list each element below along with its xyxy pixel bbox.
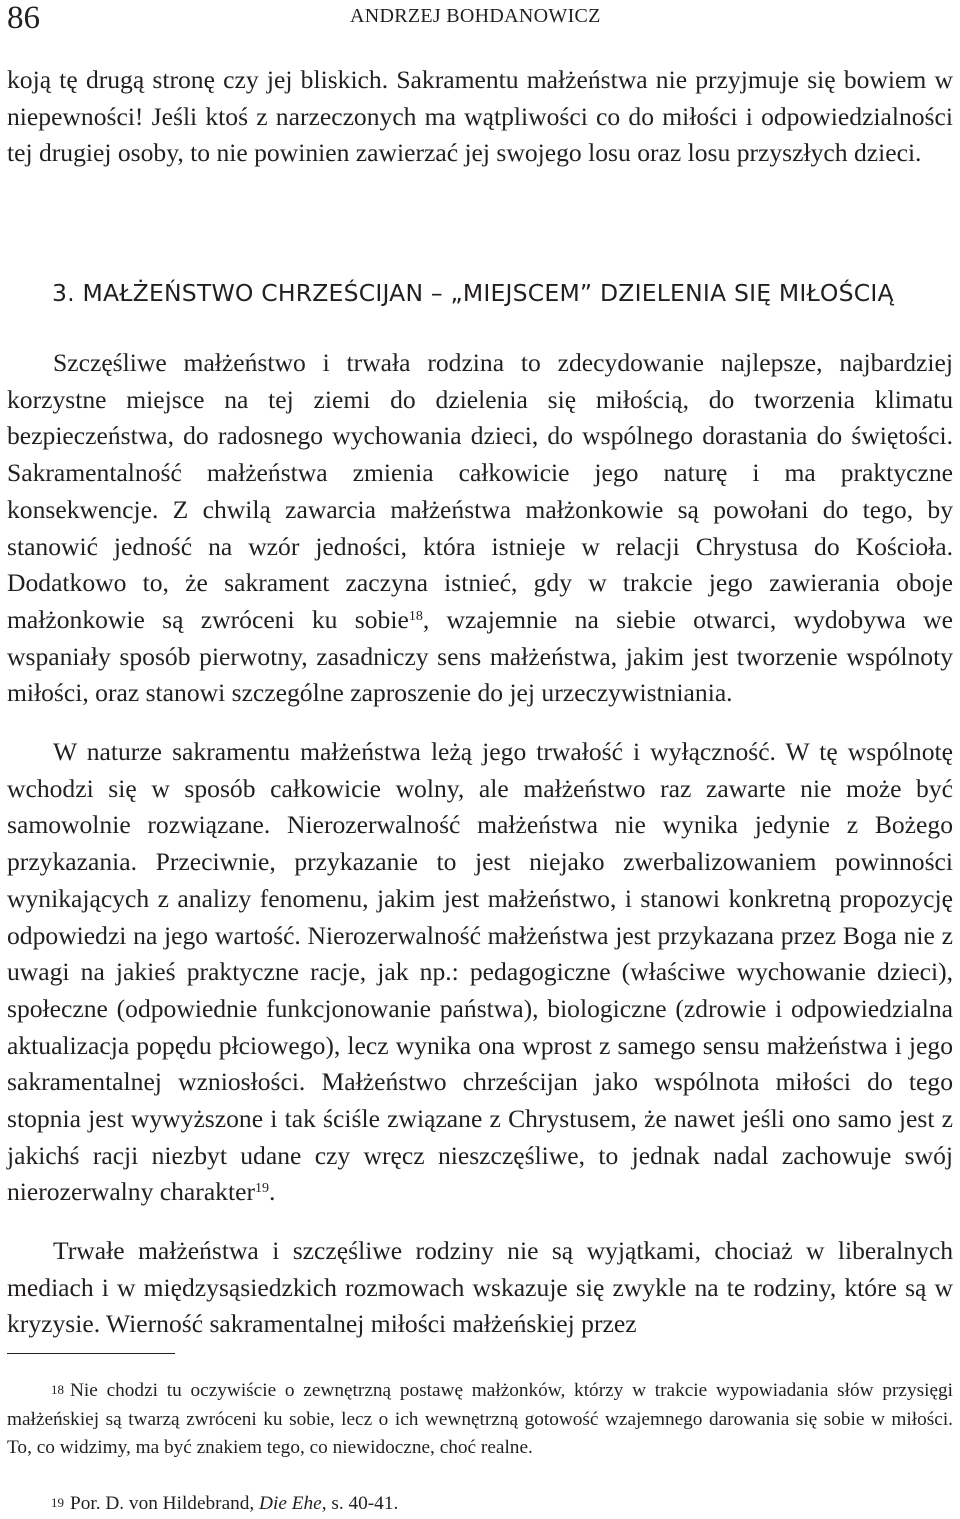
paragraph-2 xyxy=(7,345,953,712)
footnote-19-text-b: , s. 40-41. xyxy=(321,1493,399,1514)
footnote-ref-19[interactable]: 19 xyxy=(254,1181,269,1197)
footnote-ref-18[interactable]: 18 xyxy=(408,608,423,624)
section-heading: 3. MAŁŻEŃSTWO CHRZEŚCIJAN – „MIEJSCEM” DZIELENIA SIĘ MIŁOŚCIĄ xyxy=(52,279,894,307)
running-head: ANDRZEJ BOHDANOWICZ xyxy=(350,5,601,27)
footnote-18 xyxy=(7,1377,953,1463)
paragraph-1: koją tę drugą stronę czy jej bliskich. Sakramentu małżeństwa nie przyjmuje się bowiem w niepewności! Jeśli ktoś z narzeczonych ma wątpliwości co do miłości i odpowiedzialności tej drugiej osoby, to nie powinien zawierzać jej swojego losu oraz losu przyszłych dzieci. xyxy=(7,65,953,168)
page-number: 86 xyxy=(7,0,40,36)
paragraph-2-text-a: Szczęśliwe małżeństwo i trwała rodzina to zdecydowanie najlepsze, najbardziej korzystne miejsce na tej ziemi do dzielenia się miłością, do tworzenia klimatu bezpieczeństwa, do radosnego wychowania dzieci, do wspólnego dorastania do świętości. Sakramentalność małżeństwa zmienia całkowicie jego naturę i ma praktyczne konsekwencje. Z chwilą zawarcia małżeństwa małżonkowie są powołani do tego, by stanowić jedność na wzór jedności, która istnieje w relacji Chrystusa do Kościoła. Dodatkowo to, że sakrament zaczyna istnieć, gdy w trakcie jego zawierania oboje małżonkowie są zwróceni ku sobie xyxy=(7,348,953,634)
paragraph-3-text-a: W naturze sakramentu małżeństwa leżą jego trwałość i wyłączność. W tę wspólnotę wchodzi się w sposób całkowicie wolny, ale małżeństwo raz zawarte nie może być samowolnie rozwiązane. Nierozerwalność małżeństwa nie wynika jedynie z Bożego przykazania. Przeciwnie, przykazanie to jest niejako zwerbalizowaniem powinności wynikających z analizy fenomenu, jakim jest małżeństwo, i stanowi konkretną propozycję odpowiedzi na jego wartość. Nierozerwalność małżeństwa jest przykazana przez Boga nie z uwagi na jakieś praktyczne racje, jak np.: pedagogiczne (właściwe wychowanie dzieci), społeczne (odpowiednie funkcjonowanie państwa), biologiczne (zdrowie i odpowiedzialna aktualizacja popędu płciowego), lecz wynika ona wprost z samego sensu małżeństwa i jego sakramentalnej wzniosłości. Małżeństwo chrześcijan jako wspólnota miłości do tego stopnia jest wywyższone i tak ściśle związane z Chrystusem, że nawet jeśli ono samo jest z jakichś racji niezbyt udane czy wręcz nieszczęśliwe, to jednak nadal zachowuje swój nierozerwalny charakter xyxy=(7,737,953,1207)
footnote-19 xyxy=(7,1490,953,1519)
footnote-19-number: 19 xyxy=(51,1495,64,1510)
paragraph-3 xyxy=(7,734,953,1211)
paragraph-4: Trwałe małżeństwa i szczęśliwe rodziny nie są wyjątkami, chociaż w liberalnych mediach i w międzysąsiedzkich rozmowach wskazuje się zwykle na te rodziny, które są w kryzysie. Wierność sakramentalnej miłości małżeńskiej przez xyxy=(7,1236,953,1339)
paragraph-2-text-b: , wzajemnie na siebie otwarci, wydobywa we wspaniały sposób pierwotny, zasadniczy sens małżeństwa, jakim jest tworzenie wspólnoty miłości, oraz stanowi szczególne zaproszenie do jej urzeczywistniania. xyxy=(7,604,953,708)
footnote-18-number: 18 xyxy=(51,1382,64,1397)
footnote-19-book-title: Die Ehe xyxy=(259,1493,322,1514)
footnote-18-text: Nie chodzi tu oczywiście o zewnętrzną postawę małżonków, którzy w trakcie wypowiadania słów przysięgi małżeńskiej są twarzą zwróceni ku sobie, lecz o ich wewnętrzną gotowość wzajemnego darowania się sobie w miłości. To, co widzimy, ma być znakiem tego, co niewidoczne, choć realne. xyxy=(7,1380,953,1458)
paragraph-3-text-b: . xyxy=(268,1177,276,1207)
footnote-divider xyxy=(7,1353,175,1354)
footnote-19-text-a: Por. D. von Hildebrand, xyxy=(70,1493,260,1514)
